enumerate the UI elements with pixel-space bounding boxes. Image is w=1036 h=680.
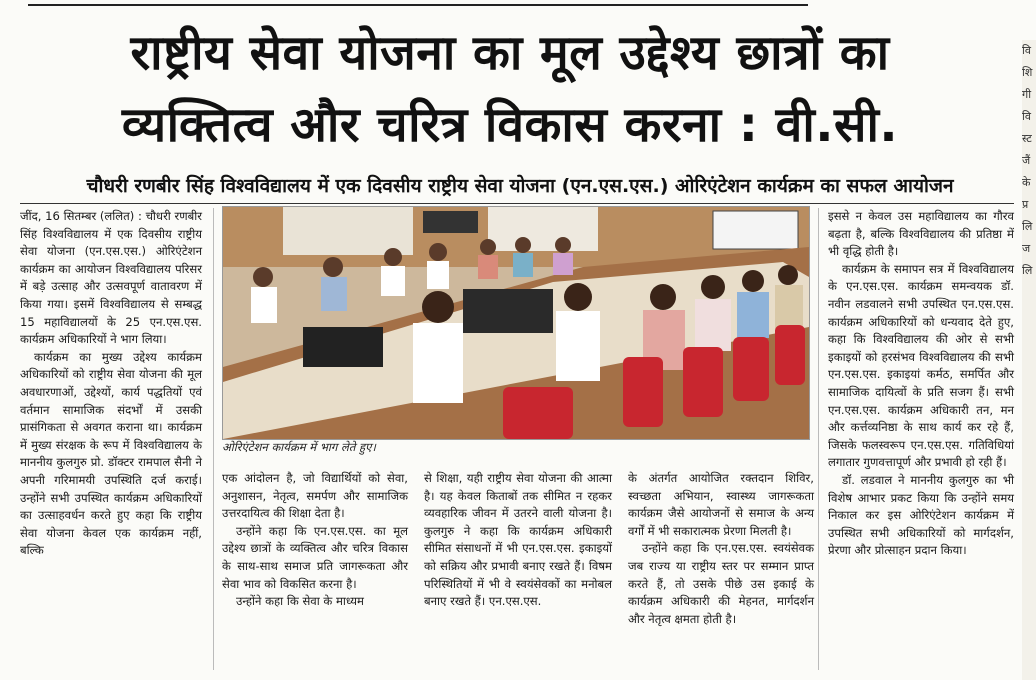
column-divider bbox=[818, 208, 819, 670]
article-column-4 bbox=[628, 470, 814, 628]
paragraph: उन्होंने कहा कि एन.एस.एस. का मूल उद्देश्य छात्रों के व्यक्तित्व और चरित्र विकास के साथ-साथ समाज प्रति जागरूकता और सेवा भाव को विकसित करना है। bbox=[222, 523, 408, 591]
paragraph: उन्होंने कहा कि एन.एस.एस. स्वयंसेवक जब राज्य या राष्ट्रीय स्तर पर सम्मान प्राप्त करते हैं, तो उसके पीछे उस इकाई के कार्यक्रम अधिकारी की मेहनत, मार्गदर्शन और नेतृत्व क्षमता होती है। bbox=[628, 541, 814, 626]
subheadline-rule bbox=[20, 203, 1014, 204]
edge-fragment: लि bbox=[1022, 220, 1033, 233]
adjacent-article-edge bbox=[1022, 40, 1036, 680]
column-divider bbox=[213, 208, 214, 670]
article-column-1 bbox=[20, 208, 202, 560]
edge-fragment: ज bbox=[1022, 242, 1031, 255]
paragraph: कार्यक्रम के समापन सत्र में विश्वविद्यालय के एन.एस.एस. कार्यक्रम समन्वयक डॉ. नवीन लडवालने सभी उपस्थित एन.एस.एस. कार्यक्रम अधिकारियों को धन्यवाद देते हुए, कहा कि विश्वविद्यालय की ओर से सभी इकाइयों को हरसंभव विश्वविद्यालय की सभी एन.एस.एस. इकाइयां कर्मठ, समर्पित और सामाजिक दायित्वों के प्रति सजग हैं। सभी एन.एस.एस. कार्यक्रम अधिकारी तन, मन और कर्त्तव्यनिष्ठा के साथ कार्य कर रहे हैं, जिसके फलस्वरूप एन.एस.एस. गतिविधियां लगातार गुणवत्तापूर्ण और प्रभावी हो रही हैं। bbox=[828, 261, 1014, 470]
paragraph: डॉ. लडवाल ने माननीय कुलगुरु का भी विशेष आभार प्रकट किया कि उन्होंने समय निकाल कर इस ओरिएंटेशन कार्यक्रम में उपस्थित सभी अधिकारियों को मार्गदर्शन, प्रेरणा और प्रोत्साहन प्रदान किया। bbox=[828, 472, 1014, 558]
edge-fragment: वि bbox=[1022, 110, 1031, 123]
edge-fragment: स्ट bbox=[1022, 132, 1032, 145]
edge-fragment: वि bbox=[1022, 44, 1031, 57]
edge-fragment: गी bbox=[1022, 88, 1032, 101]
headline-line-1: राष्ट्रीय सेवा योजना का मूल उद्देश्य छात्रों का bbox=[130, 25, 890, 81]
headline-line-2: व्यक्तित्व और चरित्र विकास करना : वी.सी. bbox=[121, 97, 899, 153]
article-column-2 bbox=[222, 470, 408, 611]
edge-fragment: जैं bbox=[1022, 154, 1031, 167]
edge-fragment: के bbox=[1022, 176, 1031, 189]
subheadline: चौधरी रणबीर सिंह विश्वविद्यालय में एक दिवसीय राष्ट्रीय सेवा योजना (एन.एस.एस.) ओरिएंटेशन कार्यक्रम का सफल आयोजन bbox=[86, 175, 954, 197]
paragraph: कार्यक्रम का मुख्य उद्देश्य कार्यक्रम अधिकारियों को राष्ट्रीय सेवा योजना की मूल अवधारणाओं, उद्देश्यों, कार्य पद्धतियों एवं वर्तमान सामाजिक संदर्भों में उसकी प्रासंगिकता से अवगत कराना था। कार्यक्रम में मुख्य संरक्षक के रूप में विश्वविद्यालय के माननीय कुलगुरु प्रो. डॉक्टर रामपाल सैनी ने अपनी गरिमामयी उपस्थिति दर्ज कराई। उन्होंने सभी उपस्थित कार्यक्रम अधिकारियों का उत्साहवर्धन करते हुए कहा कि राष्ट्रीय सेवा योजना केवल एक कार्यक्रम नहीं, बल्कि bbox=[20, 349, 202, 558]
photo-caption: ओरिएंटेशन कार्यक्रम में भाग लेते हुए। bbox=[222, 440, 376, 454]
meeting-illustration bbox=[223, 207, 809, 439]
paragraph: से शिक्षा, यही राष्ट्रीय सेवा योजना की आत्मा है। यह केवल किताबों तक सीमित न रहकर व्यवहारिक जीवन में उतरने वाली योजना है। कुलगुरु ने कहा कि कार्यक्रम अधिकारी सीमित संसाधनों में भी एन.एस.एस. इकाइयों को सक्रिय और प्रभावी बनाए रखते हैं। विषम परिस्थितियों में भी वे स्वयंसेवकों का मनोबल बनाए रखते हैं। एन.एस.एस. bbox=[424, 471, 612, 609]
article-column-3 bbox=[424, 470, 612, 611]
top-rule bbox=[28, 0, 808, 6]
paragraph: के अंतर्गत आयोजित रक्तदान शिविर, स्वच्छता अभियान, स्वास्थ्य जागरूकता कार्यक्रम जैसे आयोजनों से समाज के अन्य वर्गों में भी सकारात्मक प्रेरणा मिलती है। bbox=[628, 471, 814, 538]
edge-fragment: प्र bbox=[1022, 198, 1029, 211]
article-column-5 bbox=[828, 208, 1014, 560]
paragraph: उन्होंने कहा कि सेवा के माध्यम bbox=[236, 594, 364, 609]
meeting-photo bbox=[222, 206, 810, 440]
paragraph: एक आंदोलन है, जो विद्यार्थियों को सेवा, अनुशासन, नेतृत्व, समर्पण और सामाजिक उत्तरदायित्व की शिक्षा देता है। bbox=[222, 471, 408, 521]
edge-fragment: शि bbox=[1022, 66, 1033, 79]
paragraph: जींद, 16 सितम्बर (ललित) : चौधरी रणबीर सिंह विश्वविद्यालय में एक दिवसीय राष्ट्रीय सेवा योजना (एन.एस.एस.) ओरिएंटेशन कार्यक्रम का आयोजन विश्वविद्यालय परिसर में बड़े उत्साह और उत्सवपूर्ण वातावरण में किया गया। इसमें विश्वविद्यालय से सम्बद्ध 15 महाविद्यालयों के 25 एन.एस.एस. कार्यक्रम अधिकारियों ने भाग लिया। bbox=[20, 209, 202, 347]
paragraph: इससे न केवल उस महाविद्यालय का गौरव बढ़ता है, बल्कि विश्वविद्यालय की प्रतिष्ठा में भी वृद्धि होती है। bbox=[828, 209, 1014, 259]
edge-fragment: लि bbox=[1022, 264, 1033, 277]
